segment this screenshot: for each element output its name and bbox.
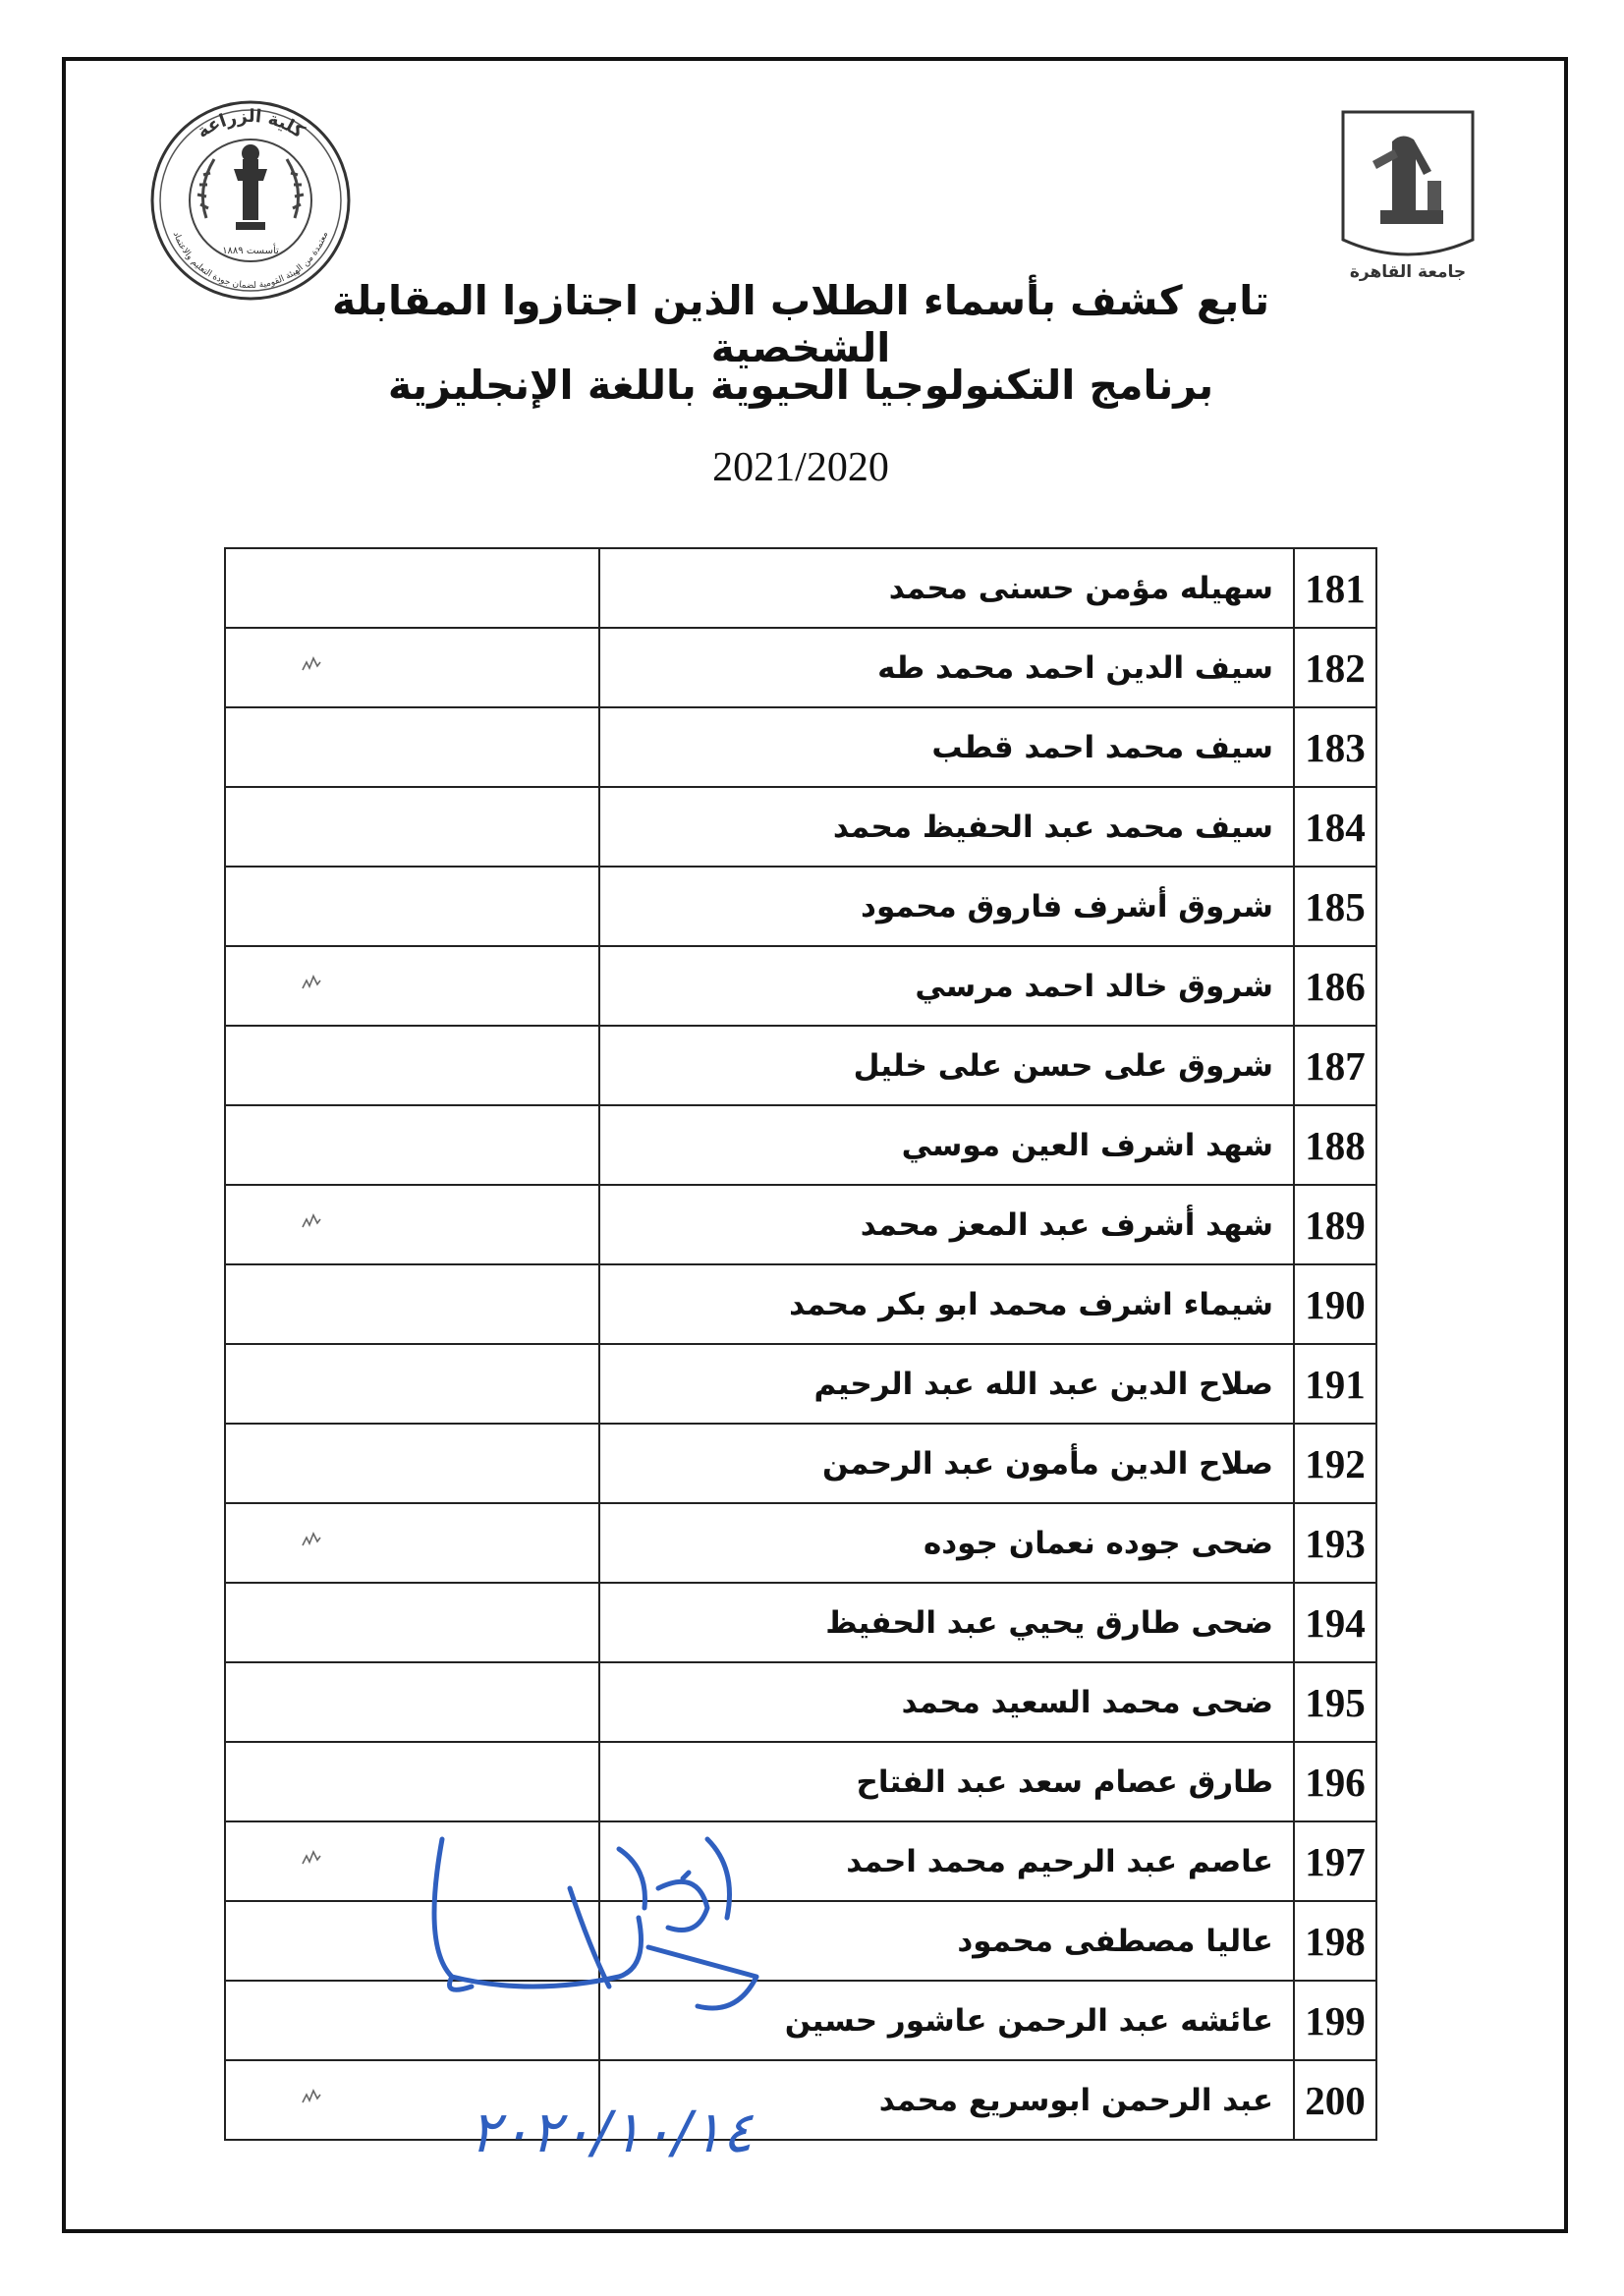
student-number: 185 [1294,867,1376,946]
student-name: صلاح الدين مأمون عبد الرحمن [599,1424,1294,1503]
table-row [225,1742,1376,1821]
signature-cell [225,1503,599,1583]
table-row [225,1662,1376,1742]
table-row [225,548,1376,628]
table-row [225,1105,1376,1185]
table-row [225,707,1376,787]
student-name: سيف محمد عبد الحفيظ محمد [599,787,1294,867]
student-name: شهد أشرف عبد المعز محمد [599,1185,1294,1264]
student-number: 199 [1294,1981,1376,2060]
student-number: 200 [1294,2060,1376,2140]
student-name: شهد اشرف العين موسي [599,1105,1294,1185]
student-name: شروق على حسن على خليل [599,1026,1294,1105]
student-name: شروق أشرف فاروق محمود [599,867,1294,946]
signature-cell [225,1344,599,1424]
signature-cell [225,1264,599,1344]
signature-cell [225,628,599,707]
signature-cell [225,867,599,946]
student-name: عبد الرحمن ابوسريع محمد [599,2060,1294,2140]
student-number: 186 [1294,946,1376,1026]
signature-cell [225,1583,599,1662]
signature-cell [225,548,599,628]
student-name: ضحى محمد السعيد محمد [599,1662,1294,1742]
signature-cell [225,787,599,867]
student-number: 187 [1294,1026,1376,1105]
table-row [225,1026,1376,1105]
student-number: 196 [1294,1742,1376,1821]
university-name: جامعة القاهرة [1349,262,1467,282]
student-number: 183 [1294,707,1376,787]
scribble-mark-icon [299,1846,324,1872]
scribble-mark-icon [299,971,324,996]
student-name: شيماء اشرف محمد ابو بكر محمد [599,1264,1294,1344]
table-row [225,787,1376,867]
table-row [225,1185,1376,1264]
table-row [225,867,1376,946]
signature-cell [225,707,599,787]
student-number: 182 [1294,628,1376,707]
handwritten-date [424,2083,798,2191]
cairo-university-logo [1333,102,1483,289]
seal-ring-title: كلية الزراعة [193,105,308,143]
student-number: 188 [1294,1105,1376,1185]
page-title: تابع كشف بأسماء الطلاب الذين اجتازوا المقابلة الشخصية [331,277,1270,371]
student-name: سيف محمد احمد قطب [599,707,1294,787]
scribble-mark-icon [299,1209,324,1235]
academic-year: 2021/2020 [712,445,889,490]
table-row [225,1344,1376,1424]
student-name: سهيله مؤمن حسنى محمد [599,548,1294,628]
student-name: سيف الدين احمد محمد طه [599,628,1294,707]
student-number: 190 [1294,1264,1376,1344]
student-number: 195 [1294,1662,1376,1742]
student-number: 189 [1294,1185,1376,1264]
signature-cell [225,1662,599,1742]
student-number: 193 [1294,1503,1376,1583]
student-name: ضحى طارق يحيي عبد الحفيظ [599,1583,1294,1662]
student-number: 192 [1294,1424,1376,1503]
seal-founded: تأسست ١٨٨٩ [222,246,279,256]
student-number: 191 [1294,1344,1376,1424]
table-row [225,1583,1376,1662]
scribble-mark-icon [299,652,324,678]
signature-cell [225,1742,599,1821]
student-name: ضحى جوده نعمان جوده [599,1503,1294,1583]
table-row [225,1264,1376,1344]
student-name: شروق خالد احمد مرسي [599,946,1294,1026]
student-name: عاصم عبد الرحيم محمد احمد [599,1821,1294,1901]
scribble-mark-icon [299,1528,324,1553]
table-row [225,1503,1376,1583]
student-number: 197 [1294,1821,1376,1901]
student-number: 184 [1294,787,1376,867]
student-name: عاليا مصطفى محمود [599,1901,1294,1981]
signature-cell [225,1026,599,1105]
seal-ring-bottom: معتمدة من الهيئة القومية لضمان جودة التعليم والاعتماد [170,230,331,292]
program-subtitle: برنامج التكنولوجيا الحيوية باللغة الإنجليزية [387,362,1214,409]
student-name: صلاح الدين عبد الله عبد الرحيم [599,1344,1294,1424]
table-row [225,946,1376,1026]
handwritten-date-image [424,2083,798,2191]
signature-cell [225,1185,599,1264]
signature-cell [225,1105,599,1185]
student-number: 181 [1294,548,1376,628]
scribble-mark-icon [299,2085,324,2110]
student-name: طارق عصام سعد عبد الفتاح [599,1742,1294,1821]
handwritten-date-text: ٢٠٢٠/١٠/١٤ [469,2099,754,2165]
table-row [225,628,1376,707]
signature-cell [225,1424,599,1503]
student-name: عائشه عبد الرحمن عاشور حسين [599,1981,1294,2060]
signature-cell [225,946,599,1026]
table-row [225,1424,1376,1503]
student-number: 198 [1294,1901,1376,1981]
student-number: 194 [1294,1583,1376,1662]
